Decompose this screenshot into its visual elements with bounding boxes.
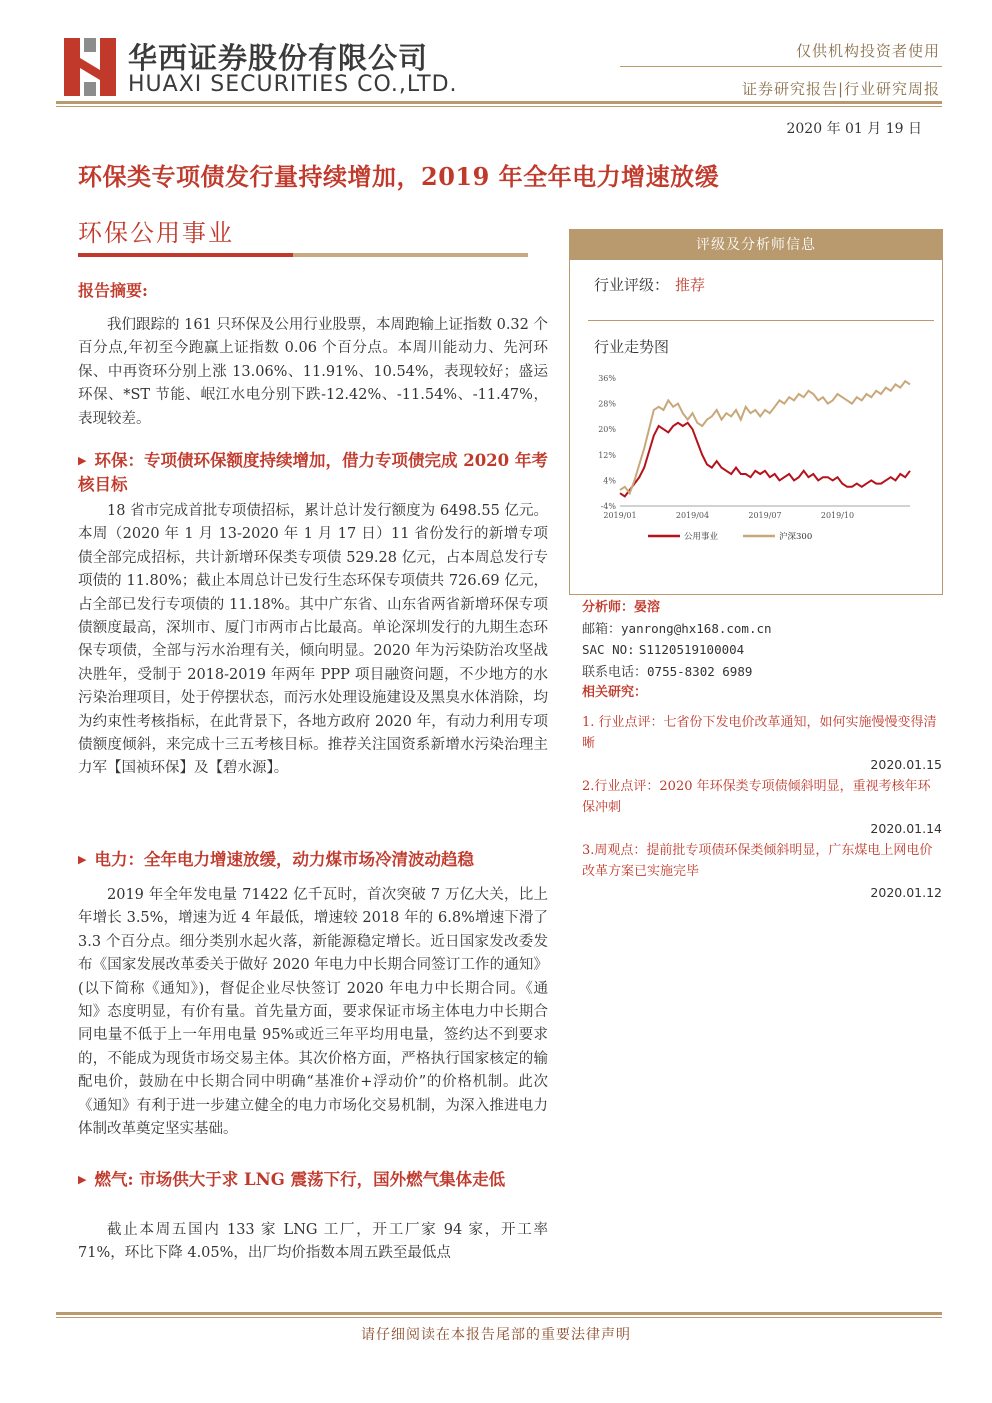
y-tick-label: 20% xyxy=(598,425,616,435)
y-tick-label: 36% xyxy=(598,374,616,383)
section-power-title: 电力：全年电力增速放缓，动力煤市场冷清波动趋稳 xyxy=(94,850,474,869)
analyst-info xyxy=(582,598,772,704)
summary-heading: 报告摘要: xyxy=(78,281,148,300)
y-tick-label: 4% xyxy=(603,476,616,486)
related-research-list xyxy=(582,712,942,904)
section-env-heading xyxy=(78,449,558,497)
rating-label: 行业评级： xyxy=(594,276,670,294)
sac-number: S1120519100004 xyxy=(638,642,745,657)
x-tick-label: 2019/07 xyxy=(748,511,782,520)
series-line-utilities xyxy=(620,423,910,497)
series-line-csi300 xyxy=(620,381,910,493)
huaxi-logo-icon xyxy=(62,36,118,98)
y-tick-label: -4% xyxy=(600,502,616,511)
audience-note: 仅供机构投资者使用 xyxy=(795,42,940,60)
legend-label: 沪深300 xyxy=(779,532,813,542)
company-name-cn: 华西证券股份有限公司 xyxy=(128,41,429,75)
x-tick-label: 2019/01 xyxy=(603,511,637,520)
related-item-date: 2020.01.15 xyxy=(870,757,942,772)
related-item[interactable] xyxy=(582,776,942,839)
analyst-name: 晏溶 xyxy=(634,600,661,615)
header-rule xyxy=(56,101,942,104)
summary-intro: 我们跟踪的 161 只环保及公用行业股票，本周跑输上证指数 0.32 个百分点,年初至今跑赢上证指数 0.06 个百分点。本周川能动力、先河环保、中再资环分别上涨 13.06%、11.91%、10.54%，表现较好；盛运环保、*ST 节能、岷江水电分别下跌-12.42%、-11.54%、-11.47%，表现较差。 xyxy=(78,317,548,427)
email-row xyxy=(582,619,772,641)
report-title: 环保类专项债发行量持续增加，2019 年全年电力增速放缓 xyxy=(78,162,720,191)
related-research-label: 相关研究： xyxy=(582,685,648,700)
section-gas-body: 截止本周五国内 133 家 LNG 工厂，开工厂家 94 家，开工率 71%，环比下降 4.05%，出厂均价指数本周五跌至最低点 xyxy=(78,1222,548,1262)
trend-chart-label: 行业走势图 xyxy=(594,338,670,356)
analyst-row xyxy=(582,598,772,619)
report-date: 2020 年 01 月 19 日 xyxy=(786,121,922,137)
analyst-phone: 0755-8302 6989 xyxy=(647,663,753,679)
phone-label: 联系电话： xyxy=(582,664,648,680)
sac-label: SAC NO: xyxy=(582,642,635,657)
x-tick-label: 2019/10 xyxy=(820,511,855,520)
section-power-heading xyxy=(78,848,558,872)
section-gas-title: 燃气: 市场供大于求 LNG 震荡下行，国外燃气集体走低 xyxy=(94,1170,506,1189)
x-tick-label: 2019/04 xyxy=(675,511,710,520)
header-rule-thin xyxy=(56,106,942,107)
legend-label: 公用事业 xyxy=(684,532,719,542)
related-item-title: 3.周观点：提前批专项债环保类倾斜明显，广东煤电上网电价改革方案已实施完毕 xyxy=(582,843,933,879)
company-name-en: HUAXI SECURITIES CO.,LTD. xyxy=(128,72,458,97)
rating-value: 推荐 xyxy=(675,276,706,294)
phone-row xyxy=(582,662,772,684)
industry-rating xyxy=(594,274,705,295)
related-item-date: 2020.01.14 xyxy=(870,821,942,836)
company-logo xyxy=(62,32,462,102)
triangle-bullet-icon: ▶ xyxy=(78,1173,87,1186)
y-tick-label: 28% xyxy=(598,399,616,409)
sector-name: 环保公用事业 xyxy=(78,219,234,247)
section-power-body: 2019 年全年发电量 71422 亿千瓦时，首次突破 7 万亿大关，比上年增长 3.5%，增速为近 4 年最低，增速较 2018 年的 6.8%增速下滑了 3.3 个百分点。细分类别水起火落，新能源稳定增长。近日国家发改委发布《国家发展改革委关于做好 2020 年电力中长期合同签订工作的通知》(以下简称《通知》)，督促企业尽快签订 2020 年电力中长期合同。《通知》态度明显，有价有量。首先量方面，要求保证市场主体电力中长期合同电量不低于上一年用电量 95%或近三年平均用电量，签约达不到要求的，不能成为现货市场交易主体。其次价格方面，严格执行国家核定的输配电价，鼓励在中长期合同中明确“基准价+浮动价”的价格机制。此次《通知》有利于进一步建立健全的电力市场化交易机制，为深入推进电力体制改革奠定坚实基础。 xyxy=(78,887,548,1138)
rating-box-title: 评级及分析师信息 xyxy=(570,230,942,260)
footer-rule xyxy=(56,1312,942,1315)
email-label: 邮箱： xyxy=(582,621,622,637)
triangle-bullet-icon: ▶ xyxy=(78,853,87,866)
legal-notice: 请仔细阅读在本报告尾部的重要法律声明 xyxy=(361,1327,631,1343)
related-item[interactable] xyxy=(582,712,942,775)
y-tick-label: 12% xyxy=(598,450,616,460)
section-gas-heading xyxy=(78,1168,558,1192)
related-item-title: 2.行业点评：2020 年环保类专项债倾斜明显，重视考核年环保冲刺 xyxy=(582,779,931,815)
triangle-bullet-icon: ▶ xyxy=(78,454,87,467)
section-env-title: 环保：专项债环保额度持续增加，借力专项债完成 2020 年考核目标 xyxy=(78,451,548,494)
related-item[interactable] xyxy=(582,840,942,903)
analyst-label: 分析师： xyxy=(582,600,635,615)
report-type: 证券研究报告|行业研究周报 xyxy=(741,80,940,98)
header-divider xyxy=(620,66,942,67)
footer-rule-thin xyxy=(56,1317,942,1318)
rating-divider xyxy=(588,320,934,321)
sac-row xyxy=(582,640,772,662)
related-item-date: 2020.01.12 xyxy=(870,885,942,900)
sector-rule-accent xyxy=(78,253,293,257)
industry-trend-chart xyxy=(580,370,935,570)
rating-analyst-box xyxy=(569,229,943,595)
related-item-title: 1. 行业点评：七省份下发电价改革通知，如何实施慢慢变得清晰 xyxy=(582,715,937,751)
analyst-email[interactable]: yanrong@hx168.com.cn xyxy=(621,620,772,636)
section-env-body: 18 省市完成首批专项债招标，累计总计发行额度为 6498.55 亿元。本周（2020 年 1 月 13-2020 年 1 月 17 日）11 省份发行的新增专项债全部完成招标，共计新增环保类专项债 529.28 亿元，占本周总发行专项债的 11.80%；截止本周总计已发行生态环保专项债共 726.69 亿元，占全部已发行专项债的 11.18%。其中广东省、山东省两省新增环保专项债额度最高，深圳市、厦门市两市占比最高。单论深圳发行的九期生态环保专项债，全部与污水治理有关，倾向明显。2020 年为污染防治攻坚战决胜年，受制于 2018-2019 年两年 PPP 项目融资问题，不少地方的水污染治理项目，处于停摆状态，而污水处理设施建设及黑臭水体消除，均为约束性考核指标，在此背景下，各地方政府 2020 年，有动力利用专项债额度倾斜，来完成十三五考核目标。推荐关注国资系新增水污染治理主力军【国祯环保】及【碧水源】。 xyxy=(78,503,548,777)
